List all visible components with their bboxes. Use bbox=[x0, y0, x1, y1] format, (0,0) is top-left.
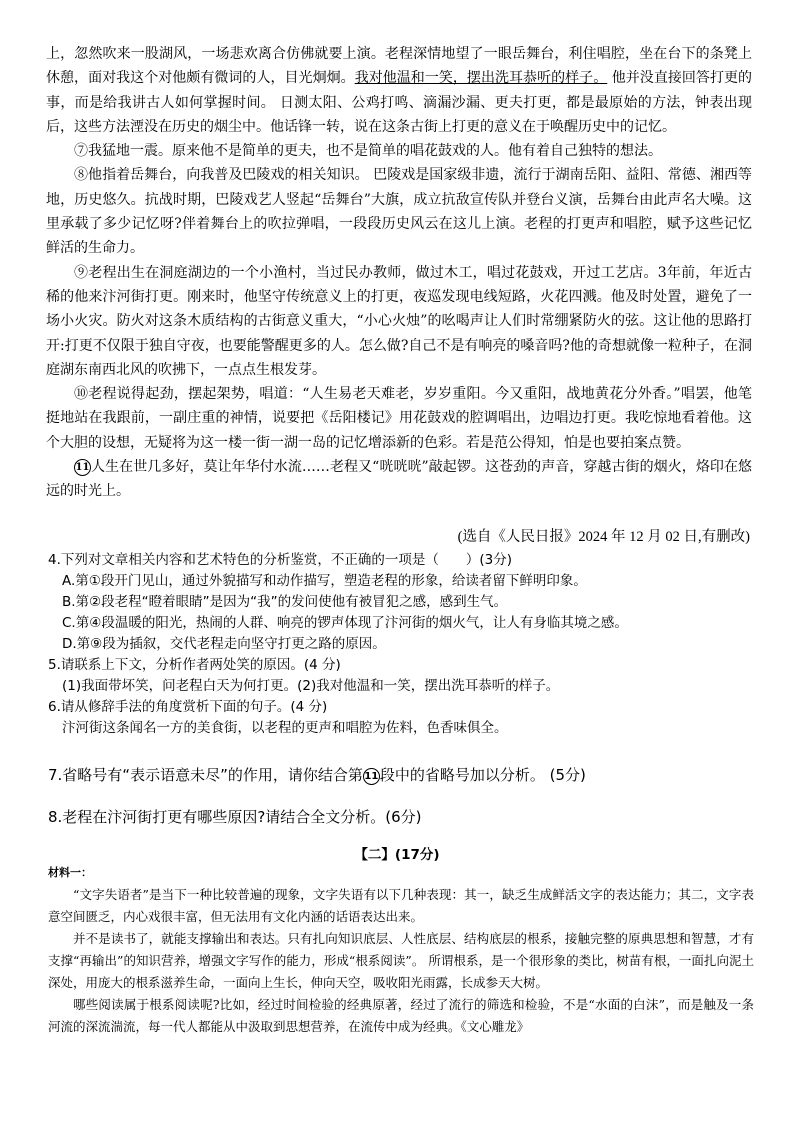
paragraph-number: ⑩ bbox=[74, 386, 89, 403]
material-text bbox=[48, 884, 754, 1038]
option-d: D.第⑨段为插叙，交代老程走向坚守打更之路的原因。 bbox=[62, 636, 386, 652]
paragraph-6-continued: 上，忽然吹来一股湖风，一场悲欢离合仿佛就要上演。老程深情地望了一眼岳舞台，利住唱腔，坐在台下的条凳上休憩，面对我这个对他颇有微词的人，目光炯炯。我对他温和一笑，摆出洗耳恭听的样子。 他并没直接回答打更的事，而是给我讲古人如何掌握时间。 日测太阳、公鸡打鸣、滴漏沙漏、更夫打更，都是最原始的方法，钟表出现后，这些方法湮没在历史的烟尘中。他话锋一转，说在这条古街上打更的意义在于唤醒历史中的记忆。 bbox=[46, 46, 753, 135]
questions-block bbox=[48, 550, 758, 739]
paragraph-number: 11 bbox=[74, 459, 91, 476]
option-a: A.第①段开门见山，通过外貌描写和动作描写，塑造老程的形象，给读者留下鲜明印象。 bbox=[62, 573, 587, 589]
paragraph-number: 11 bbox=[363, 768, 380, 785]
material-label: 材料一： bbox=[48, 866, 92, 879]
paragraph-number: ⑧ bbox=[74, 167, 89, 184]
reading-passage bbox=[46, 42, 752, 504]
question-4: 4.下列对文章相关内容和艺术特色的分析鉴赏，不正确的一项是（ ）(3分) bbox=[48, 552, 513, 568]
question-5-items: (1)我面带坏笑，问老程白天为何打更。(2)我对他温和一笑，摆出洗耳恭听的样子。 bbox=[62, 678, 560, 694]
material-paragraph-1: “文字失语者”是当下一种比较普遍的现象，文字失语有以下几种表现：其一，缺乏生成鲜活文字的表达能力；其二，文字表意空间匮乏，内心戏很丰富，但无法用有文化内涵的话语表达出来。 bbox=[48, 887, 754, 924]
option-c: C.第④段温暖的阳光，热闹的人群、响亮的锣声体现了汴河街的烟火气，让人有身临其境之感。 bbox=[62, 615, 628, 631]
question-6-sentence: 汴河街这条闻名一方的美食街，以老程的更声和唱腔为佐料，色香味俱全。 bbox=[62, 720, 508, 736]
question-5: 5.请联系上下文，分析作者两处笑的原因。(4 分) bbox=[48, 657, 341, 673]
option-b: B.第②段老程“瞪着眼睛”是因为“我”的发问使他有被冒犯之感，感到生气。 bbox=[62, 594, 508, 610]
underlined-sentence: 我对他温和一笑，摆出洗耳恭听的样子。 bbox=[354, 70, 608, 87]
question-6: 6.请从修辞手法的角度赏析下面的句子。(4 分) bbox=[48, 699, 328, 715]
paragraph-7: ⑦我猛地一震。原来他不是简单的更夫，也不是简单的唱花鼓戏的人。他有着自己独特的想法。 bbox=[74, 143, 662, 160]
paragraph-10: ⑩老程说得起劲，摆起架势，唱道：“人生易老天难老，岁岁重阳。今又重阳，战地黄花分外香。”唱罢，他笔挺地站在我跟前，一副庄重的神情，说要把《岳阳楼记》用花鼓戏的腔调唱出，边唱边打更。我吃惊地看着他。这个大胆的设想，无疑将为这一楼一街一湖一岛的记忆增添新的色彩。若是范公得知，怕是也要拍案点赞。 bbox=[46, 386, 753, 451]
question-8: 8.老程在汴河街打更有哪些原因?请结合全文分析。(6分) bbox=[48, 808, 422, 826]
paragraph-11: 11 人生在世几多好，莫让年华付水流……老程又“咣咣咣”敲起锣。这苍劲的声音，穿越古街的烟火，烙印在悠远的时光上。 bbox=[46, 459, 752, 500]
paragraph-number: ⑨ bbox=[74, 264, 89, 281]
source-citation: (选自《人民日报》2024 年 12 月 02 日,有删改) bbox=[457, 529, 750, 545]
material-paragraph-2: 并不是读书了，就能支撑输出和表达。只有扎向知识底层、人性底层、结构底层的根系，接触完整的原典思想和智慧，才有支撑“再输出”的知识营养，增强文字写作的能力，形成“根系阅读”。 所谓根系，是一个很形象的类比，树苗有根，一面扎向泥土深处，用庞大的根系滋养生命，一面向上生长，伸向天空，吸收阳光雨露，长成参天大树。 bbox=[48, 931, 754, 990]
paragraph-9: ⑨老程出生在洞庭湖边的一个小渔村，当过民办教师，做过木工，唱过花鼓戏，开过工艺店。3年前，年近古稀的他来汴河街打更。刚来时，他坚守传统意义上的打更，夜巡发现电线短路，火花四溅。他及时处置，避免了一场小火灾。防火对这条木质结构的古街意义重大，“小心火烛”的吆喝声让人们时常绷紧防火的弦。这让他的思路打开:打更不仅限于独自守夜，也要能警醒更多的人。怎么做?自己不是有响亮的嗓音吗?他的奇想就像一粒种子，在洞庭湖东南西北风的吹拂下，一点点生根发芽。 bbox=[46, 264, 753, 378]
paragraph-8: ⑧他指着岳舞台，向我普及巴陵戏的相关知识。 巴陵戏是国家级非遗，流行于湖南岳阳、益阳、常德、湘西等地，历史悠久。抗战时期，巴陵戏艺人竖起“岳舞台”大旗，成立抗敌宣传队并登台义演，岳舞台由此声名大噪。这里承载了多少记忆呀?伴着舞台上的吹拉弹唱，一段段历史风云在这儿上演。老程的打更声和唱腔，赋予这些记忆鲜活的生命力。 bbox=[46, 167, 753, 257]
material-paragraph-3: 哪些阅读属于根系阅读呢?比如，经过时间检验的经典原著，经过了流行的筛选和检验，不是“水面的白沫”，而是触及一条河流的深流湍流，每一代人都能从中汲取到思想营养，在流传中成为经典。《文心雕龙》 bbox=[48, 997, 754, 1034]
section-heading: 【二】(17分) bbox=[354, 847, 440, 863]
paragraph-number: ⑦ bbox=[74, 143, 88, 160]
question-7: 7.省略号有“表示语意未尽”的作用，请你结合第 11 段中的省略号加以分析。 (5分) bbox=[48, 766, 586, 784]
